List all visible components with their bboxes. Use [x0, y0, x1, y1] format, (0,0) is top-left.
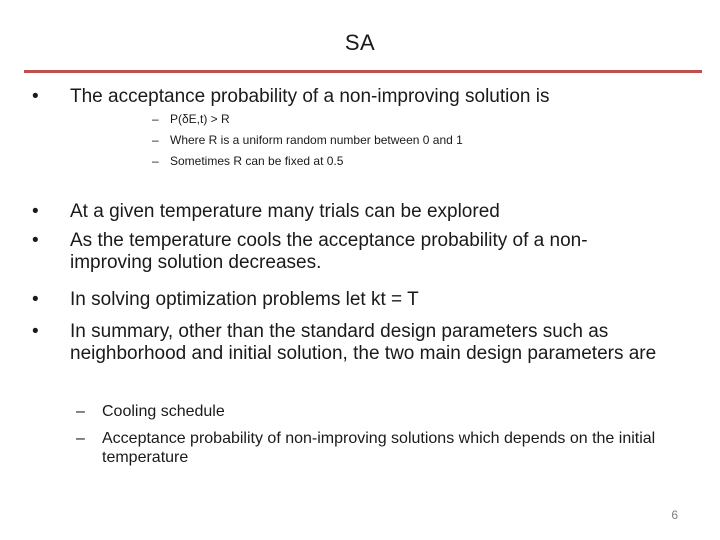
dash-glyph: – [76, 430, 85, 447]
bullet-glyph: • [32, 201, 39, 222]
bullet-item [32, 201, 682, 223]
bullet-item [32, 289, 682, 311]
sub-item-text: P(δE,t) > R [170, 112, 230, 126]
bullet-item [32, 321, 672, 365]
bullet-text: As the temperature cools the acceptance probability of a non-improving solution decreases. [70, 230, 588, 273]
title-divider [24, 70, 702, 73]
bullet-item [32, 86, 682, 108]
sub-item [152, 133, 463, 148]
bullet-text: In summary, other than the standard design parameters such as neighborhood and initial solution, the two main design parameters are [70, 321, 657, 364]
bullet-glyph: • [32, 289, 39, 310]
dash-glyph: – [152, 154, 159, 168]
bullet-item [32, 230, 662, 274]
sub-item [76, 402, 676, 421]
bullet-text: At a given temperature many trials can be explored [70, 201, 500, 222]
sub-item [152, 112, 230, 127]
dash-glyph: – [76, 403, 85, 420]
bullet-text: The acceptance probability of a non-improving solution is [70, 86, 550, 107]
bullet-glyph: • [32, 230, 39, 251]
bullet-glyph: • [32, 321, 39, 342]
slide-title: SA [344, 30, 376, 55]
dash-glyph: – [152, 112, 159, 126]
dash-glyph: – [152, 133, 159, 147]
sub-item-text: Acceptance probability of non-improving solutions which depends on the initial temperature [102, 430, 656, 466]
bullet-text: In solving optimization problems let kt = T [70, 289, 419, 310]
sub-item [76, 429, 676, 467]
sub-item [152, 154, 343, 169]
sub-item-text: Cooling schedule [102, 403, 225, 420]
sub-item-text: Where R is a uniform random number between 0 and 1 [170, 133, 463, 147]
bullet-glyph: • [32, 86, 39, 107]
page-number: 6 [671, 508, 678, 522]
sub-item-text: Sometimes R can be fixed at 0.5 [170, 154, 344, 168]
